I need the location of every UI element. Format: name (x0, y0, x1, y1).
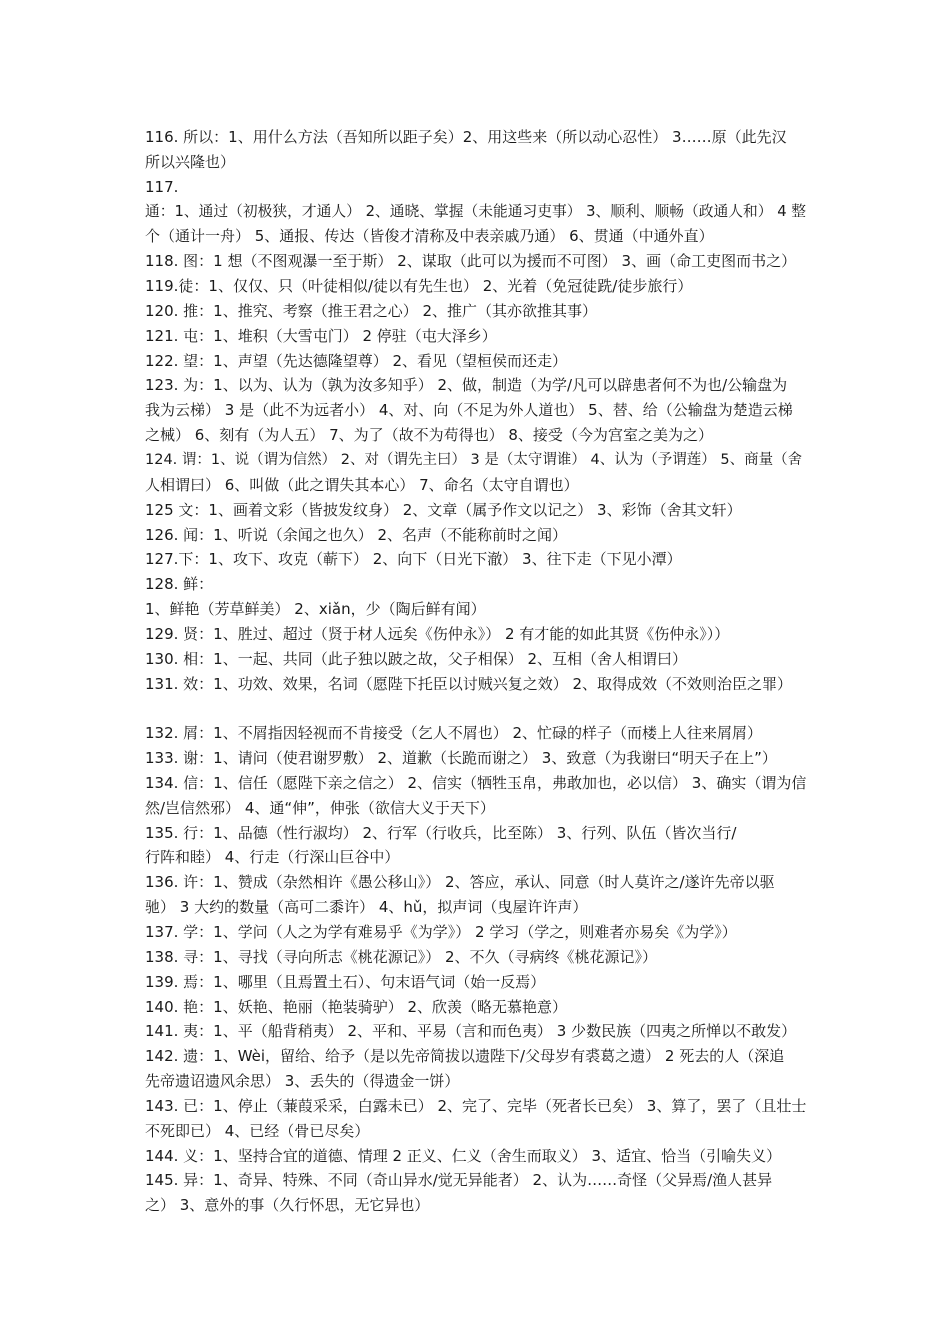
text-line: 144. 义：1、坚持合宜的道德、情理 2 正义、仁义（舍生而取义） 3、适宜、恰当（引喻失义） (145, 1146, 782, 1165)
text-line: 124. 谓：1、说（谓为信然） 2、对（谓先主曰） 3 是（太守谓谁） 4、认为（予谓莲） 5、商量（舍 (145, 451, 803, 468)
text-line: 136. 许：1、赞成（杂然相许《愚公移山》） 2、答应，承认、同意（时人莫许之/遂许先帝以驱 (145, 873, 775, 892)
text-line: 驰） 3 大约的数量（高可二黍许） 4、hǔ，拟声词（曳屋许许声） (145, 898, 588, 917)
text-line: 123. 为：1、以为、认为（孰为汝多知乎） 2、做，制造（为学/凡可以辟患者何不为也/公输盘为 (145, 376, 788, 395)
text-line: 先帝遗诏遗风余思） 3、丢失的（得遗金一饼） (145, 1072, 460, 1091)
text-line: 119.徒：1、仅仅、只（叶徒相似/徒以有先生也） 2、光着（免冠徒跣/徒步旅行） (145, 277, 693, 296)
text-line: 145. 异：1、奇异、特殊、不同（奇山异水/觉无异能者） 2、认为……奇怪（父异焉/渔人甚异 (145, 1171, 773, 1190)
text-line: 126. 闻：1、听说（余闻之也久） 2、名声（不能称前时之闻） (145, 525, 568, 544)
text-line: 130. 相：1、一起、共同（此子独以跛之故，父子相保） 2、互相（舍人相谓曰） (145, 649, 688, 668)
text-line: 127.下：1、攻下、攻克（蕲下） 2、向下（日光下澈） 3、往下走（下见小潭） (145, 550, 682, 569)
text-line: 不死即已） 4、已经（骨已尽矣） (145, 1121, 370, 1140)
text-line: 122. 望：1、声望（先达德隆望尊） 2、看见（望桓侯而还走） (145, 351, 568, 370)
text-line: 142. 遗：1、Wèi，留给、给予（是以先帝简拔以遗陛下/父母岁有裘葛之遗） 2 死去的人（深追 (145, 1047, 785, 1066)
text-line: 之） 3、意外的事（久行怀思，无它异也） (145, 1196, 430, 1215)
text-line: 行阵和睦） 4、行走（行深山巨谷中） (145, 848, 400, 867)
text-line: 然/岂信然邪） 4、通“伸”，伸张（欲信大义于天下） (145, 798, 495, 817)
text-line: 131. 效：1、功效、效果，名词（愿陛下托臣以讨贼兴复之效） 2、取得成效（不效则治臣之罪） (145, 674, 793, 693)
blank-line (145, 696, 810, 721)
text-line: 135. 行：1、品德（性行淑均） 2、行军（行收兵，比至陈） 3、行列、队伍（皆次当行/ (145, 823, 737, 842)
text-line: 通：1、通过（初极狭，才通人） 2、通晓、掌握（未能通习吏事） 3、顺利、顺畅（政通人和） 4 整 (145, 202, 807, 220)
text-line: 143. 已：1、停止（蒹葭采采，白露未已） 2、完了、完毕（死者长已矣） 3、算了，罢了（且壮士 (145, 1096, 807, 1115)
text-line: 125 文：1、画着文彩（皆披发纹身） 2、文章（属予作文以记之） 3、彩饰（舍其文轩） (145, 500, 742, 519)
text-line: 人相谓曰） 6、叫做（此之谓失其本心） 7、命名（太守自谓也） (145, 475, 579, 494)
text-line: 139. 焉：1、哪里（且焉置土石）、句末语气词（始一反焉） (145, 972, 546, 991)
document-text (145, 125, 810, 1218)
text-line: 116. 所以：1、用什么方法（吾知所以距子矣）2、用这些来（所以动心忍性） 3……原（此先汉 (145, 128, 787, 146)
text-line: 117. (145, 177, 179, 196)
text-line: 134. 信：1、信任（愿陛下亲之信之） 2、信实（牺牲玉帛，弗敢加也，必以信） 3、确实（谓为信 (145, 773, 807, 792)
text-line: 之械） 6、刻有（为人五） 7、为了（故不为苟得也） 8、接受（今为宫室之美为之） (145, 426, 713, 445)
text-line: 140. 艳：1、妖艳、艳丽（艳装骑驴） 2、欣羡（略无慕艳意） (145, 997, 568, 1016)
text-line: 121. 屯：1、堆积（大雪屯门） 2 停驻（屯大泽乡） (145, 326, 497, 345)
text-line: 118. 图：1 想（不图观瀑一至于斯） 2、谋取（此可以为援而不可图） 3、画（命工吏图而书之） (145, 252, 797, 271)
text-line: 129. 贤：1、胜过、超过（贤于材人远矣《伤仲永》） 2 有才能的如此其贤《伤仲永》）） (145, 624, 730, 643)
text-line: 128. 鲜： (145, 575, 214, 594)
text-line: 所以兴隆也） (145, 152, 236, 171)
text-line: 132. 屑：1、不屑指因轻视而不肯接受（乞人不屑也） 2、忙碌的样子（而楼上人往来屑屑） (145, 724, 763, 743)
text-line: 137. 学：1、学问（人之为学有难易乎《为学》） 2 学习（学之，则难者亦易矣《为学》） (145, 923, 737, 941)
text-line: 1、鲜艳（芳草鲜美） 2、xiǎn，少（陶后鲜有闻） (145, 600, 486, 619)
text-line: 我为云梯） 3 是（此不为远者小） 4、对、向（不足为外人道也） 5、替、给（公输盘为楚造云梯 (145, 401, 793, 420)
text-line: 138. 寻：1、寻找（寻向所志《桃花源记》） 2、不久（寻病终《桃花源记》） (145, 947, 658, 966)
text-line: 133. 谢：1、请问（使君谢罗敷） 2、道歉（长跪而谢之） 3、致意（为我谢曰“明天子在上”） (145, 749, 777, 768)
text-line: 120. 推：1、推究、考察（推王君之心） 2、推广（其亦欲推其事） (145, 301, 598, 320)
text-line: 个（通计一舟） 5、通报、传达（皆俊才清称及中表亲戚乃通） 6、贯通（中通外直） (145, 227, 714, 246)
text-line: 141. 夷：1、平（船背稍夷） 2、平和、平易（言和而色夷） 3 少数民族（四夷之所惮以不敢发） (145, 1022, 797, 1041)
